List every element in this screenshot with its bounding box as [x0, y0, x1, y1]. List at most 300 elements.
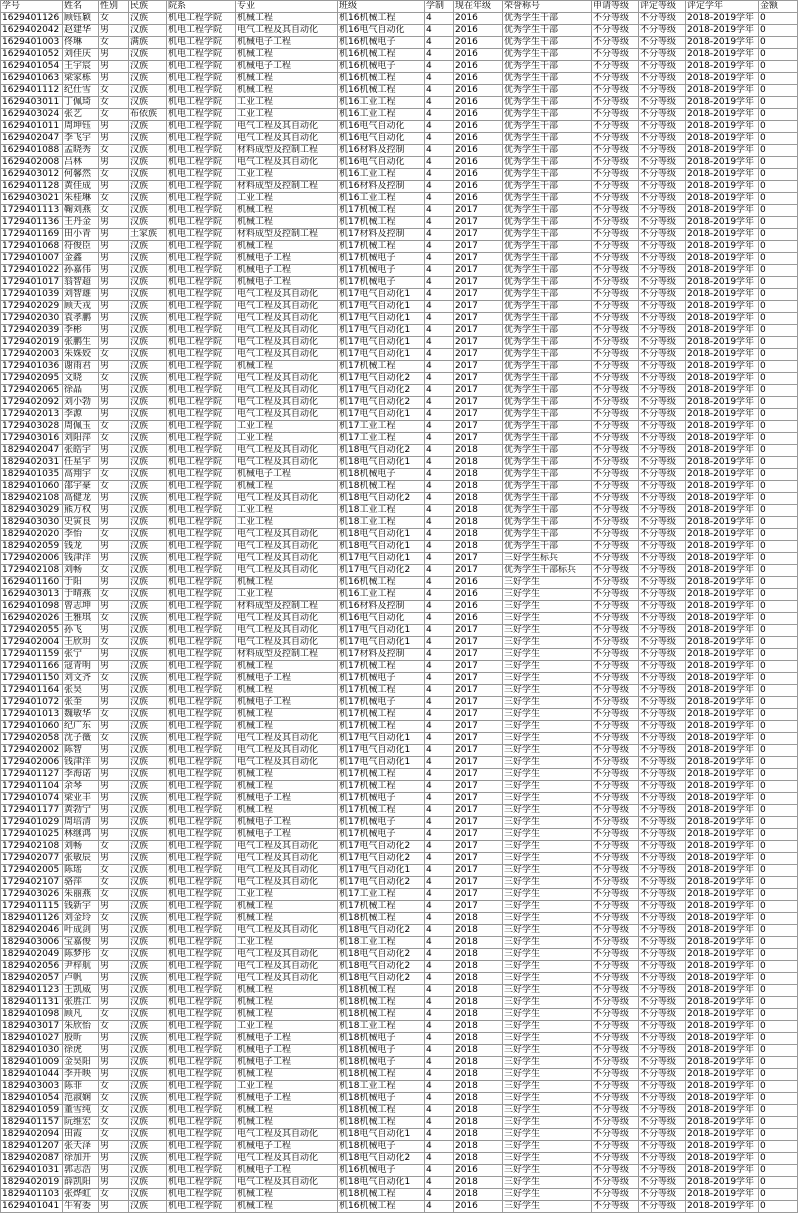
cell-assessed-level[interactable]: 不分等级: [639, 625, 686, 637]
cell-current-grade[interactable]: 2018: [454, 1153, 503, 1165]
cell-department[interactable]: 机电工程学院: [167, 133, 236, 145]
cell-student-id[interactable]: 1729401072: [1, 697, 63, 709]
cell-current-grade[interactable]: 2018: [454, 925, 503, 937]
cell-assessment-year[interactable]: 2018-2019学年: [686, 313, 759, 325]
cell-student-id[interactable]: 1629401160: [1, 577, 63, 589]
cell-honor-title[interactable]: 三好学生: [503, 1021, 592, 1033]
cell-assessed-level[interactable]: 不分等级: [639, 265, 686, 277]
cell-department[interactable]: 机电工程学院: [167, 109, 236, 121]
cell-class[interactable]: 机17机械工程: [338, 709, 425, 721]
cell-department[interactable]: 机电工程学院: [167, 973, 236, 985]
cell-name[interactable]: 余琴: [63, 781, 99, 793]
cell-program-length[interactable]: 4: [425, 25, 454, 37]
cell-applied-level[interactable]: 不分等级: [592, 289, 639, 301]
cell-ethnicity[interactable]: 汉族: [129, 589, 167, 601]
cell-current-grade[interactable]: 2018: [454, 517, 503, 529]
cell-applied-level[interactable]: 不分等级: [592, 1093, 639, 1105]
cell-amount[interactable]: 0: [759, 349, 798, 361]
cell-amount[interactable]: 0: [759, 229, 798, 241]
cell-department[interactable]: 机电工程学院: [167, 517, 236, 529]
cell-name[interactable]: 张鹏生: [63, 337, 99, 349]
cell-assessment-year[interactable]: 2018-2019学年: [686, 745, 759, 757]
cell-program-length[interactable]: 4: [425, 1201, 454, 1213]
cell-student-id[interactable]: 1729401025: [1, 829, 63, 841]
cell-honor-title[interactable]: 优秀学生干部: [503, 205, 592, 217]
cell-assessed-level[interactable]: 不分等级: [639, 745, 686, 757]
cell-honor-title[interactable]: 三好学生: [503, 901, 592, 913]
cell-honor-title[interactable]: 三好学生: [503, 841, 592, 853]
cell-student-id[interactable]: 1729401017: [1, 277, 63, 289]
cell-student-id[interactable]: 1729403016: [1, 433, 63, 445]
cell-ethnicity[interactable]: 汉族: [129, 1045, 167, 1057]
cell-gender[interactable]: 女: [99, 589, 129, 601]
cell-amount[interactable]: 0: [759, 25, 798, 37]
cell-ethnicity[interactable]: 汉族: [129, 721, 167, 733]
cell-program-length[interactable]: 4: [425, 793, 454, 805]
cell-department[interactable]: 机电工程学院: [167, 553, 236, 565]
cell-assessment-year[interactable]: 2018-2019学年: [686, 397, 759, 409]
cell-department[interactable]: 机电工程学院: [167, 445, 236, 457]
cell-program-length[interactable]: 4: [425, 865, 454, 877]
cell-assessed-level[interactable]: 不分等级: [639, 277, 686, 289]
cell-amount[interactable]: 0: [759, 409, 798, 421]
cell-applied-level[interactable]: 不分等级: [592, 817, 639, 829]
cell-applied-level[interactable]: 不分等级: [592, 61, 639, 73]
header-amount[interactable]: 金额: [759, 1, 798, 13]
cell-class[interactable]: 机18机械电子: [338, 1045, 425, 1057]
table-row[interactable]: [1, 253, 798, 265]
cell-current-grade[interactable]: 2016: [454, 49, 503, 61]
cell-current-grade[interactable]: 2017: [454, 313, 503, 325]
cell-class[interactable]: 机17电气自动化1: [338, 553, 425, 565]
cell-current-grade[interactable]: 2018: [454, 541, 503, 553]
table-row[interactable]: [1, 889, 798, 901]
cell-major[interactable]: 电气工程及其自动化: [236, 301, 338, 313]
cell-assessment-year[interactable]: 2018-2019学年: [686, 469, 759, 481]
table-row[interactable]: [1, 469, 798, 481]
cell-applied-level[interactable]: 不分等级: [592, 865, 639, 877]
cell-gender[interactable]: 女: [99, 1093, 129, 1105]
cell-class[interactable]: 机17工业工程: [338, 889, 425, 901]
cell-gender[interactable]: 女: [99, 529, 129, 541]
cell-student-id[interactable]: 1829401131: [1, 997, 63, 1009]
cell-ethnicity[interactable]: 汉族: [129, 481, 167, 493]
cell-major[interactable]: 机械工程: [236, 913, 338, 925]
table-row[interactable]: [1, 1153, 798, 1165]
cell-department[interactable]: 机电工程学院: [167, 565, 236, 577]
cell-major[interactable]: 电气工程及其自动化: [236, 385, 338, 397]
cell-assessed-level[interactable]: 不分等级: [639, 541, 686, 553]
cell-class[interactable]: 机17机械工程: [338, 901, 425, 913]
cell-student-id[interactable]: 1729401159: [1, 649, 63, 661]
cell-major[interactable]: 电气工程及其自动化: [236, 1129, 338, 1141]
cell-major[interactable]: 电气工程及其自动化: [236, 373, 338, 385]
cell-assessed-level[interactable]: 不分等级: [639, 229, 686, 241]
cell-name[interactable]: 李怡: [63, 529, 99, 541]
cell-student-id[interactable]: 1729402006: [1, 757, 63, 769]
cell-name[interactable]: 朱丽燕: [63, 889, 99, 901]
cell-applied-level[interactable]: 不分等级: [592, 769, 639, 781]
cell-applied-level[interactable]: 不分等级: [592, 349, 639, 361]
table-row[interactable]: [1, 1045, 798, 1057]
cell-current-grade[interactable]: 2016: [454, 1165, 503, 1177]
cell-ethnicity[interactable]: 汉族: [129, 25, 167, 37]
cell-current-grade[interactable]: 2017: [454, 385, 503, 397]
cell-current-grade[interactable]: 2017: [454, 553, 503, 565]
cell-assessed-level[interactable]: 不分等级: [639, 13, 686, 25]
cell-ethnicity[interactable]: 汉族: [129, 145, 167, 157]
cell-honor-title[interactable]: 优秀学生干部: [503, 481, 592, 493]
cell-assessed-level[interactable]: 不分等级: [639, 1069, 686, 1081]
table-row[interactable]: [1, 793, 798, 805]
cell-gender[interactable]: 女: [99, 481, 129, 493]
cell-student-id[interactable]: 1629401126: [1, 13, 63, 25]
cell-current-grade[interactable]: 2017: [454, 217, 503, 229]
cell-current-grade[interactable]: 2017: [454, 817, 503, 829]
cell-student-id[interactable]: 1729402006: [1, 553, 63, 565]
cell-program-length[interactable]: 4: [425, 1021, 454, 1033]
cell-applied-level[interactable]: 不分等级: [592, 421, 639, 433]
cell-current-grade[interactable]: 2017: [454, 265, 503, 277]
cell-assessment-year[interactable]: 2018-2019学年: [686, 589, 759, 601]
cell-department[interactable]: 机电工程学院: [167, 373, 236, 385]
cell-name[interactable]: 赵建华: [63, 25, 99, 37]
cell-applied-level[interactable]: 不分等级: [592, 913, 639, 925]
cell-amount[interactable]: 0: [759, 1045, 798, 1057]
cell-applied-level[interactable]: 不分等级: [592, 697, 639, 709]
cell-major[interactable]: 电气工程及其自动化: [236, 457, 338, 469]
cell-major[interactable]: 电气工程及其自动化: [236, 841, 338, 853]
cell-applied-level[interactable]: 不分等级: [592, 625, 639, 637]
cell-applied-level[interactable]: 不分等级: [592, 1153, 639, 1165]
cell-current-grade[interactable]: 2018: [454, 529, 503, 541]
cell-ethnicity[interactable]: 汉族: [129, 241, 167, 253]
cell-applied-level[interactable]: 不分等级: [592, 925, 639, 937]
cell-gender[interactable]: 女: [99, 85, 129, 97]
cell-gender[interactable]: 男: [99, 937, 129, 949]
cell-applied-level[interactable]: 不分等级: [592, 277, 639, 289]
cell-student-id[interactable]: 1729402055: [1, 625, 63, 637]
cell-assessment-year[interactable]: 2018-2019学年: [686, 1009, 759, 1021]
cell-student-id[interactable]: 1829402047: [1, 445, 63, 457]
table-row[interactable]: [1, 217, 798, 229]
cell-name[interactable]: 王欣玥: [63, 637, 99, 649]
cell-gender[interactable]: 男: [99, 757, 129, 769]
cell-class[interactable]: 机18机械电子: [338, 1057, 425, 1069]
cell-class[interactable]: 机17机械工程: [338, 241, 425, 253]
cell-amount[interactable]: 0: [759, 1081, 798, 1093]
cell-student-id[interactable]: 1829402056: [1, 961, 63, 973]
cell-program-length[interactable]: 4: [425, 925, 454, 937]
cell-student-id[interactable]: 1629402026: [1, 613, 63, 625]
cell-applied-level[interactable]: 不分等级: [592, 1189, 639, 1201]
cell-major[interactable]: 电气工程及其自动化: [236, 625, 338, 637]
cell-amount[interactable]: 0: [759, 169, 798, 181]
cell-gender[interactable]: 男: [99, 1057, 129, 1069]
cell-honor-title[interactable]: 三好学生: [503, 925, 592, 937]
cell-ethnicity[interactable]: 汉族: [129, 1009, 167, 1021]
cell-ethnicity[interactable]: 汉族: [129, 565, 167, 577]
cell-amount[interactable]: 0: [759, 181, 798, 193]
cell-gender[interactable]: 男: [99, 265, 129, 277]
cell-assessment-year[interactable]: 2018-2019学年: [686, 265, 759, 277]
table-row[interactable]: [1, 37, 798, 49]
cell-student-id[interactable]: 1629401041: [1, 1201, 63, 1213]
cell-class[interactable]: 机17电气自动化2: [338, 373, 425, 385]
cell-assessment-year[interactable]: 2018-2019学年: [686, 205, 759, 217]
cell-amount[interactable]: 0: [759, 1057, 798, 1069]
cell-major[interactable]: 工业工程: [236, 937, 338, 949]
cell-assessment-year[interactable]: 2018-2019学年: [686, 241, 759, 253]
cell-applied-level[interactable]: 不分等级: [592, 709, 639, 721]
cell-applied-level[interactable]: 不分等级: [592, 313, 639, 325]
cell-class[interactable]: 机17电气自动化2: [338, 841, 425, 853]
cell-assessment-year[interactable]: 2018-2019学年: [686, 625, 759, 637]
table-row[interactable]: [1, 313, 798, 325]
cell-class[interactable]: 机17机械工程: [338, 205, 425, 217]
cell-ethnicity[interactable]: 汉族: [129, 121, 167, 133]
cell-amount[interactable]: 0: [759, 541, 798, 553]
cell-major[interactable]: 机械工程: [236, 577, 338, 589]
cell-assessed-level[interactable]: 不分等级: [639, 397, 686, 409]
cell-amount[interactable]: 0: [759, 601, 798, 613]
cell-honor-title[interactable]: 三好学生: [503, 685, 592, 697]
cell-ethnicity[interactable]: 汉族: [129, 289, 167, 301]
cell-amount[interactable]: 0: [759, 877, 798, 889]
cell-program-length[interactable]: 4: [425, 241, 454, 253]
cell-assessed-level[interactable]: 不分等级: [639, 685, 686, 697]
cell-class[interactable]: 机18电气自动化2: [338, 493, 425, 505]
cell-current-grade[interactable]: 2017: [454, 361, 503, 373]
cell-amount[interactable]: 0: [759, 373, 798, 385]
cell-assessment-year[interactable]: 2018-2019学年: [686, 409, 759, 421]
cell-current-grade[interactable]: 2018: [454, 997, 503, 1009]
cell-major[interactable]: 电气工程及其自动化: [236, 553, 338, 565]
cell-assessment-year[interactable]: 2018-2019学年: [686, 973, 759, 985]
cell-student-id[interactable]: 1729403028: [1, 421, 63, 433]
cell-gender[interactable]: 女: [99, 1009, 129, 1021]
cell-honor-title[interactable]: 优秀学生干部: [503, 109, 592, 121]
cell-name[interactable]: 于晴燕: [63, 589, 99, 601]
table-row[interactable]: [1, 745, 798, 757]
cell-program-length[interactable]: 4: [425, 1117, 454, 1129]
cell-department[interactable]: 机电工程学院: [167, 577, 236, 589]
cell-ethnicity[interactable]: 汉族: [129, 661, 167, 673]
cell-class[interactable]: 机18机械工程: [338, 997, 425, 1009]
cell-current-grade[interactable]: 2018: [454, 961, 503, 973]
cell-amount[interactable]: 0: [759, 133, 798, 145]
table-row[interactable]: [1, 937, 798, 949]
cell-current-grade[interactable]: 2016: [454, 577, 503, 589]
cell-name[interactable]: 顾天戎: [63, 301, 99, 313]
cell-assessed-level[interactable]: 不分等级: [639, 217, 686, 229]
cell-assessment-year[interactable]: 2018-2019学年: [686, 349, 759, 361]
cell-honor-title[interactable]: 优秀学生干部: [503, 409, 592, 421]
cell-department[interactable]: 机电工程学院: [167, 1153, 236, 1165]
cell-applied-level[interactable]: 不分等级: [592, 1069, 639, 1081]
cell-assessed-level[interactable]: 不分等级: [639, 949, 686, 961]
cell-department[interactable]: 机电工程学院: [167, 661, 236, 673]
cell-assessment-year[interactable]: 2018-2019学年: [686, 481, 759, 493]
cell-assessment-year[interactable]: 2018-2019学年: [686, 865, 759, 877]
cell-department[interactable]: 机电工程学院: [167, 589, 236, 601]
cell-student-id[interactable]: 1629403024: [1, 109, 63, 121]
cell-program-length[interactable]: 4: [425, 553, 454, 565]
cell-current-grade[interactable]: 2016: [454, 181, 503, 193]
cell-assessment-year[interactable]: 2018-2019学年: [686, 37, 759, 49]
cell-gender[interactable]: 女: [99, 877, 129, 889]
cell-honor-title[interactable]: 三好学生: [503, 1093, 592, 1105]
cell-name[interactable]: 吕林: [63, 157, 99, 169]
cell-current-grade[interactable]: 2018: [454, 1105, 503, 1117]
cell-assessment-year[interactable]: 2018-2019学年: [686, 565, 759, 577]
cell-applied-level[interactable]: 不分等级: [592, 661, 639, 673]
cell-name[interactable]: 张昊: [63, 685, 99, 697]
cell-honor-title[interactable]: 三好学生: [503, 661, 592, 673]
cell-gender[interactable]: 男: [99, 49, 129, 61]
cell-major[interactable]: 机械工程: [236, 805, 338, 817]
cell-name[interactable]: 寇青明: [63, 661, 99, 673]
cell-class[interactable]: 机17机械电子: [338, 265, 425, 277]
cell-name[interactable]: 骆萍: [63, 877, 99, 889]
cell-assessed-level[interactable]: 不分等级: [639, 157, 686, 169]
cell-gender[interactable]: 男: [99, 25, 129, 37]
cell-honor-title[interactable]: 三好学生: [503, 1153, 592, 1165]
cell-assessed-level[interactable]: 不分等级: [639, 145, 686, 157]
cell-ethnicity[interactable]: 汉族: [129, 445, 167, 457]
cell-program-length[interactable]: 4: [425, 337, 454, 349]
cell-ethnicity[interactable]: 汉族: [129, 985, 167, 997]
cell-current-grade[interactable]: 2018: [454, 1189, 503, 1201]
table-row[interactable]: [1, 613, 798, 625]
cell-applied-level[interactable]: 不分等级: [592, 757, 639, 769]
cell-program-length[interactable]: 4: [425, 1045, 454, 1057]
cell-amount[interactable]: 0: [759, 1177, 798, 1189]
cell-department[interactable]: 机电工程学院: [167, 313, 236, 325]
cell-assessed-level[interactable]: 不分等级: [639, 997, 686, 1009]
cell-class[interactable]: 机17电气自动化2: [338, 397, 425, 409]
cell-assessment-year[interactable]: 2018-2019学年: [686, 421, 759, 433]
cell-current-grade[interactable]: 2017: [454, 685, 503, 697]
table-row[interactable]: [1, 397, 798, 409]
cell-gender[interactable]: 男: [99, 901, 129, 913]
cell-class[interactable]: 机18电气自动化2: [338, 949, 425, 961]
cell-assessment-year[interactable]: 2018-2019学年: [686, 457, 759, 469]
cell-amount[interactable]: 0: [759, 1093, 798, 1105]
cell-program-length[interactable]: 4: [425, 445, 454, 457]
header-gender[interactable]: 性别: [99, 1, 129, 13]
cell-class[interactable]: 机16机械电子: [338, 61, 425, 73]
cell-name[interactable]: 陈梦彤: [63, 949, 99, 961]
cell-program-length[interactable]: 4: [425, 49, 454, 61]
cell-department[interactable]: 机电工程学院: [167, 817, 236, 829]
cell-student-id[interactable]: 1829401207: [1, 1141, 63, 1153]
cell-department[interactable]: 机电工程学院: [167, 997, 236, 1009]
cell-class[interactable]: 机17电气自动化2: [338, 853, 425, 865]
cell-assessment-year[interactable]: 2018-2019学年: [686, 181, 759, 193]
cell-major[interactable]: 工业工程: [236, 889, 338, 901]
cell-assessment-year[interactable]: 2018-2019学年: [686, 145, 759, 157]
cell-name[interactable]: 陈瑶: [63, 865, 99, 877]
cell-student-id[interactable]: 1729401039: [1, 289, 63, 301]
cell-honor-title[interactable]: 三好学生: [503, 721, 592, 733]
cell-department[interactable]: 机电工程学院: [167, 625, 236, 637]
cell-honor-title[interactable]: 优秀学生干部: [503, 541, 592, 553]
table-row[interactable]: [1, 133, 798, 145]
cell-applied-level[interactable]: 不分等级: [592, 1033, 639, 1045]
cell-ethnicity[interactable]: 汉族: [129, 649, 167, 661]
cell-amount[interactable]: 0: [759, 1033, 798, 1045]
table-row[interactable]: [1, 1177, 798, 1189]
cell-class[interactable]: 机18机械工程: [338, 1117, 425, 1129]
table-row[interactable]: [1, 277, 798, 289]
cell-major[interactable]: 电气工程及其自动化: [236, 349, 338, 361]
cell-amount[interactable]: 0: [759, 217, 798, 229]
cell-assessment-year[interactable]: 2018-2019学年: [686, 229, 759, 241]
cell-department[interactable]: 机电工程学院: [167, 745, 236, 757]
cell-student-id[interactable]: 1629403011: [1, 97, 63, 109]
cell-applied-level[interactable]: 不分等级: [592, 1081, 639, 1093]
cell-department[interactable]: 机电工程学院: [167, 541, 236, 553]
cell-department[interactable]: 机电工程学院: [167, 493, 236, 505]
cell-student-id[interactable]: 1729402002: [1, 745, 63, 757]
table-row[interactable]: [1, 433, 798, 445]
cell-gender[interactable]: 女: [99, 1105, 129, 1117]
cell-student-id[interactable]: 1729402065: [1, 385, 63, 397]
cell-current-grade[interactable]: 2016: [454, 1201, 503, 1213]
cell-name[interactable]: 孟晓秀: [63, 145, 99, 157]
cell-program-length[interactable]: 4: [425, 685, 454, 697]
table-row[interactable]: [1, 625, 798, 637]
cell-major[interactable]: 机械电子工程: [236, 1093, 338, 1105]
cell-major[interactable]: 电气工程及其自动化: [236, 877, 338, 889]
cell-student-id[interactable]: 1629402047: [1, 133, 63, 145]
cell-gender[interactable]: 女: [99, 733, 129, 745]
cell-applied-level[interactable]: 不分等级: [592, 385, 639, 397]
cell-current-grade[interactable]: 2016: [454, 121, 503, 133]
cell-honor-title[interactable]: 三好学生: [503, 577, 592, 589]
cell-class[interactable]: 机17电气自动化1: [338, 301, 425, 313]
cell-applied-level[interactable]: 不分等级: [592, 805, 639, 817]
cell-honor-title[interactable]: 三好学生: [503, 625, 592, 637]
cell-ethnicity[interactable]: 汉族: [129, 625, 167, 637]
cell-gender[interactable]: 男: [99, 1201, 129, 1213]
cell-current-grade[interactable]: 2016: [454, 25, 503, 37]
cell-class[interactable]: 机18机械工程: [338, 913, 425, 925]
table-row[interactable]: [1, 49, 798, 61]
table-row[interactable]: [1, 349, 798, 361]
cell-amount[interactable]: 0: [759, 745, 798, 757]
cell-gender[interactable]: 男: [99, 1069, 129, 1081]
cell-ethnicity[interactable]: 汉族: [129, 157, 167, 169]
cell-student-id[interactable]: 1829402019: [1, 1177, 63, 1189]
cell-honor-title[interactable]: 优秀学生干部: [503, 193, 592, 205]
cell-honor-title[interactable]: 优秀学生干部: [503, 301, 592, 313]
cell-amount[interactable]: 0: [759, 577, 798, 589]
cell-name[interactable]: 符俊臣: [63, 241, 99, 253]
table-row[interactable]: [1, 85, 798, 97]
table-row[interactable]: [1, 373, 798, 385]
cell-ethnicity[interactable]: 汉族: [129, 637, 167, 649]
cell-department[interactable]: 机电工程学院: [167, 853, 236, 865]
cell-amount[interactable]: 0: [759, 565, 798, 577]
cell-major[interactable]: 机械工程: [236, 49, 338, 61]
cell-applied-level[interactable]: 不分等级: [592, 1009, 639, 1021]
cell-current-grade[interactable]: 2018: [454, 1141, 503, 1153]
cell-department[interactable]: 机电工程学院: [167, 1009, 236, 1021]
cell-department[interactable]: 机电工程学院: [167, 277, 236, 289]
table-row[interactable]: [1, 97, 798, 109]
